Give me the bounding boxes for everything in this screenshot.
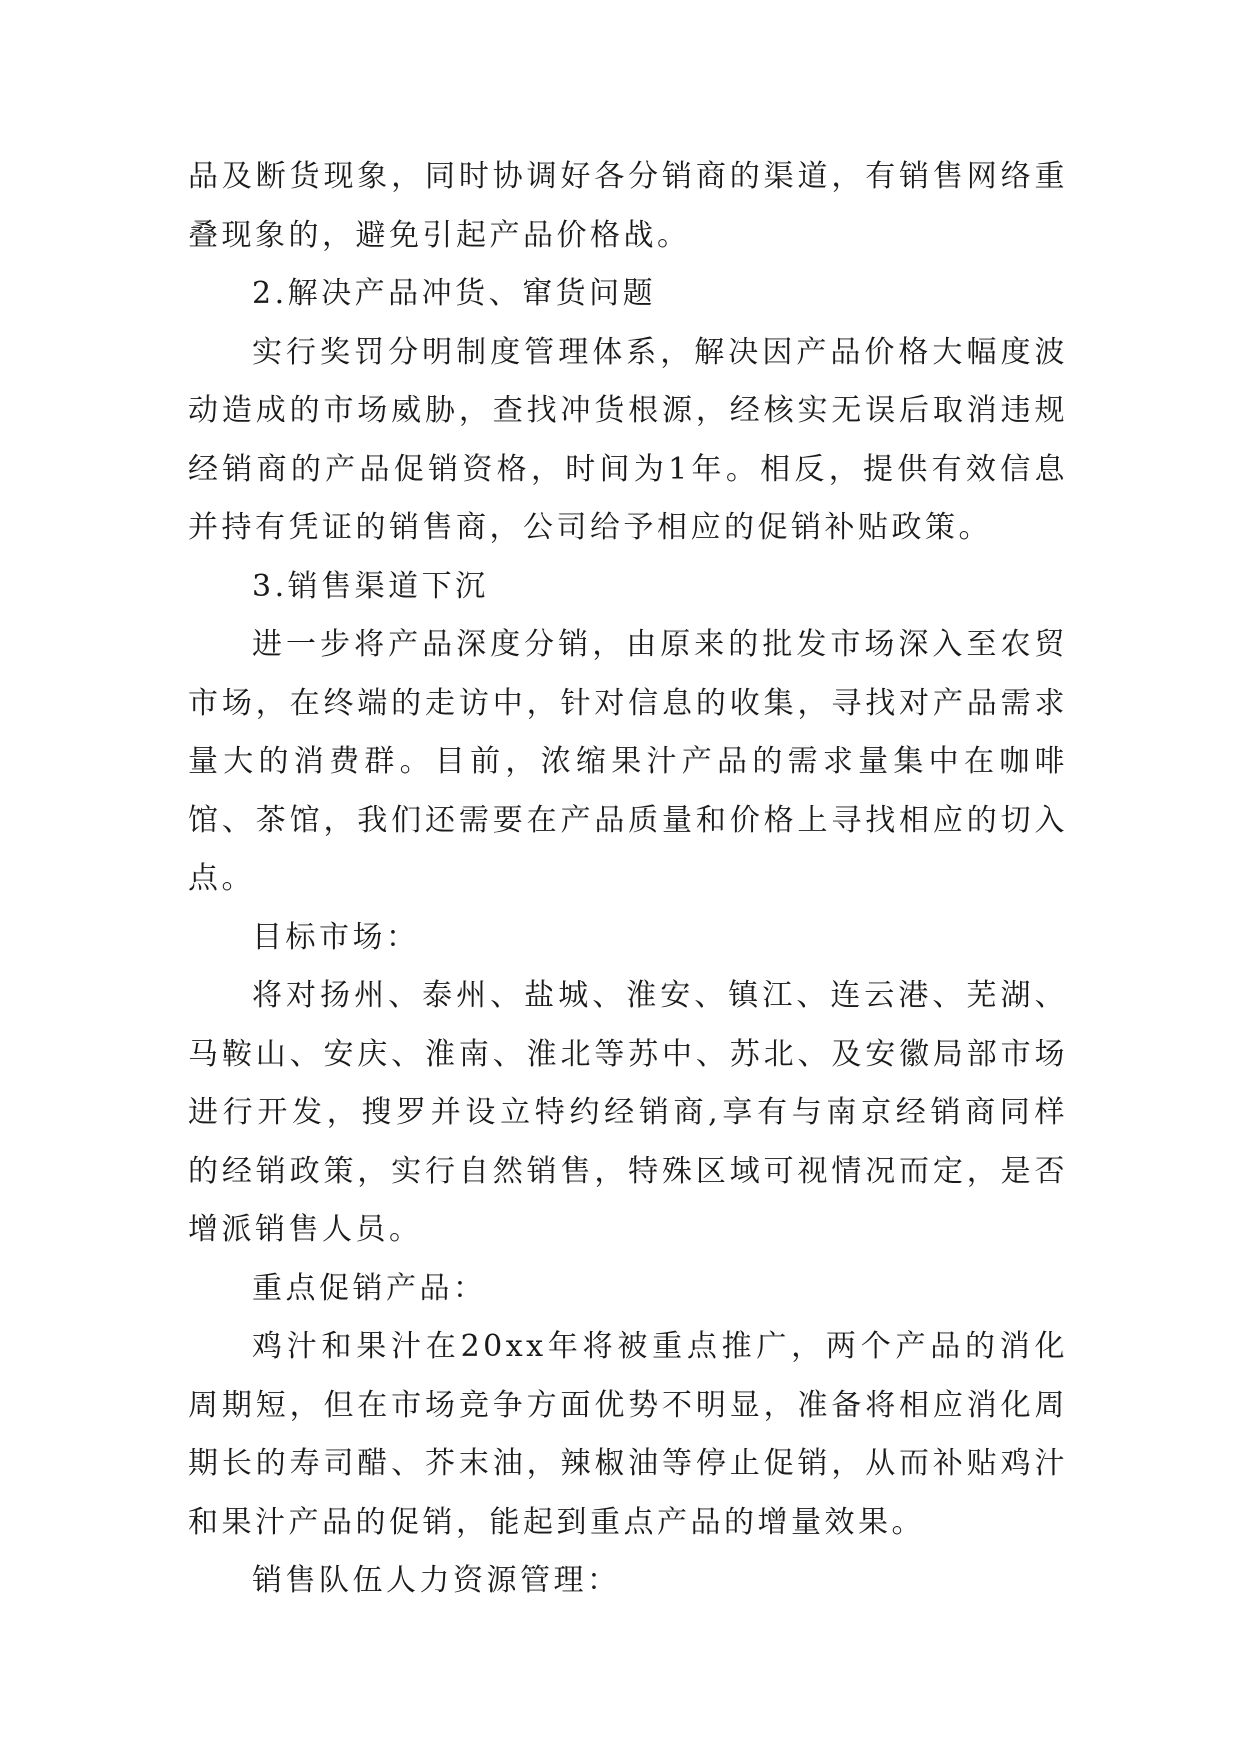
paragraph-key-products: 鸡汁和果汁在20xx年将被重点推广，两个产品的消化周期短，但在市场竞争方面优势不明显，准备将相应消化周期长的寿司醋、芥末油，辣椒油等停止促销，从而补贴鸡汁和果汁产品的促销，能起到重点产品的增量效果。 <box>188 1329 1068 1540</box>
paragraph-target-market: 将对扬州、泰州、盐城、淮安、镇江、连云港、芜湖、马鞍山、安庆、淮南、淮北等苏中、苏北、及安徽局部市场进行开发，搜罗并设立特约经销商,享有与南京经销商同样的经销政策，实行自然销售，特殊区域可视情况而定，是否增派销售人员。 <box>188 978 1068 1247</box>
heading-target-market: 目标市场： <box>252 919 420 955</box>
paragraph-channel-sinking: 进一步将产品深度分销，由原来的批发市场深入至农贸市场，在终端的走访中，针对信息的收集，寻找对产品需求量大的消费群。目前，浓缩果汁产品的需求量集中在咖啡馆、茶馆，我们还需要在产品质量和价格上寻找相应的切入点。 <box>188 627 1068 896</box>
paragraph-channel-conflict: 实行奖罚分明制度管理体系，解决因产品价格大幅度波动造成的市场威胁，查找冲货根源，经核实无误后取消违规经销商的产品促销资格，时间为1年。相反，提供有效信息并持有凭证的销售商，公司给予相应的促销补贴政策。 <box>188 334 1068 545</box>
section-heading-channel-sinking: 3.销售渠道下沉 <box>252 568 489 604</box>
document-page <box>188 148 1068 1611</box>
heading-sales-team-hr: 销售队伍人力资源管理： <box>252 1563 621 1598</box>
section-heading-channel-conflict: 2.解决产品冲货、窜货问题 <box>252 276 657 311</box>
heading-key-products: 重点促销产品： <box>252 1270 487 1306</box>
paragraph-continuation: 品及断货现象，同时协调好各分销商的渠道，有销售网络重叠现象的，避免引起产品价格战。 <box>188 159 1068 253</box>
